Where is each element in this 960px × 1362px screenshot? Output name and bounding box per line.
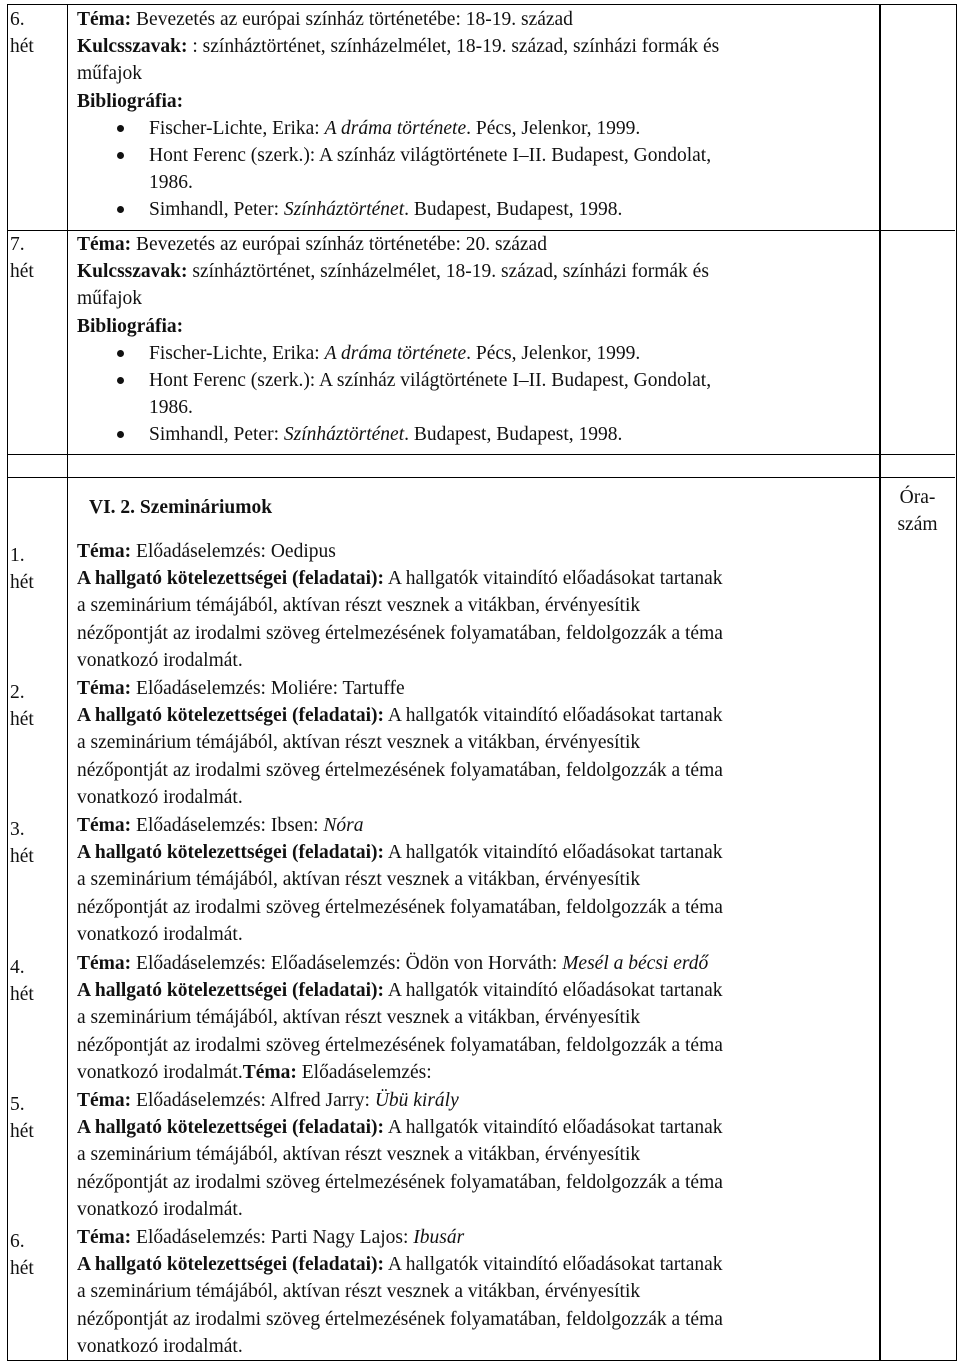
- bib-item: Hont Ferenc (szerk.): A színház világtörténete I–II. Budapest, Gondolat,: [77, 367, 872, 394]
- topic-label: Téma:: [77, 9, 132, 30]
- section-divider: [7, 477, 955, 478]
- seminar-week: Téma: Előadáselemzés: Parti Nagy Lajos: Ibusár A hallgató kötelezettségei (feladatai): A hallgatók vitaindító előadásokat tartanak a szeminárium témájából, aktívan részt vesznek a vitákban, érvényesítik nézőpontját az irodalmi szöveg értelmezésének folyamatában, feldolgozzák a téma vonatkozó irodalmát.: [77, 1227, 723, 1357]
- topic-label: Téma:: [77, 678, 132, 699]
- week-label: 5. hét: [10, 1094, 34, 1143]
- topic-text: Előadáselemzés: Moliére: Tartuffe: [136, 678, 405, 699]
- work-title: Mesél a bécsi erdő: [562, 953, 709, 974]
- week-label: 1. hét: [10, 545, 34, 594]
- duty-label: A hallgató kötelezettségei (feladatai):: [77, 705, 385, 727]
- keywords-label: Kulcsszavak:: [77, 261, 188, 283]
- bibliography-label: Bibliográfia:: [77, 90, 184, 112]
- section-title: VI. 2. Szemináriumok: [89, 497, 273, 518]
- section-divider: [7, 454, 955, 455]
- topic-label: Téma:: [77, 234, 132, 255]
- bib-item: Simhandl, Peter: Színháztörténet. Budapest, Budapest, 1998.: [77, 421, 872, 448]
- lecture-week-7: Téma: Bevezetés az európai színház történetébe: 20. század Kulcsszavak: színháztörténet, színházelmélet, 18-19. század, színházi formák és műfajok Bibliográfia: Fischer-Lichte, Erika: A dráma története. Pécs, Jelenkor, 1999. Hont Ferenc (szerk.): A színház világtörténete I–II. Budapest, Gondolat, 1986. Simhandl, Peter: Színháztörténet. Budapest, Budapest, 1998.: [77, 231, 872, 449]
- topic-text: Bevezetés az európai színház történetébe: 18-19. század: [136, 9, 573, 30]
- bib-item: Fischer-Lichte, Erika: A dráma története. Pécs, Jelenkor, 1999.: [77, 115, 872, 142]
- keywords-text: színháztörténet, színházelmélet, 18-19. század, színházi formák és: [192, 261, 709, 283]
- bib-item: Fischer-Lichte, Erika: A dráma története. Pécs, Jelenkor, 1999.: [77, 340, 872, 367]
- week-label: 6. hét: [10, 9, 34, 58]
- topic-label: Téma:: [77, 953, 132, 974]
- duty-label: A hallgató kötelezettségei (feladatai):: [77, 842, 385, 864]
- hours-header: Óra- szám: [897, 487, 938, 535]
- topic-label: Téma:: [77, 815, 132, 836]
- work-title: Übü király: [374, 1090, 459, 1111]
- topic-text: Bevezetés az európai színház történetébe: 20. század: [136, 234, 547, 255]
- topic-text: Előadáselemzés: Parti Nagy Lajos:: [136, 1227, 414, 1248]
- week-label: 4. hét: [10, 957, 34, 1006]
- seminar-week: Téma: Előadáselemzés: Alfred Jarry: Übü király A hallgató kötelezettségei (feladatai): A hallgatók vitaindító előadásokat tartanak a szeminárium témájából, aktívan részt vesznek a vitákban, érvényesítik nézőpontját az irodalmi szöveg értelmezésének folyamatában, feldolgozzák a téma vonatkozó irodalmát.: [77, 1090, 723, 1220]
- duty-label: A hallgató kötelezettségei (feladatai):: [77, 568, 385, 590]
- seminar-week: Téma: Előadáselemzés: Moliére: Tartuffe A hallgató kötelezettségei (feladatai): A hallgatók vitaindító előadásokat tartanak a szeminárium témájából, aktívan részt vesznek a vitákban, érvényesítik nézőpontját az irodalmi szöveg értelmezésének folyamatában, feldolgozzák a téma vonatkozó irodalmát.: [77, 678, 723, 808]
- bib-item: Simhandl, Peter: Színháztörténet. Budapest, Budapest, 1998.: [77, 196, 872, 223]
- bib-item: Hont Ferenc (szerk.): A színház világtörténete I–II. Budapest, Gondolat,: [77, 142, 872, 169]
- week-label: 3. hét: [10, 819, 34, 868]
- keywords-text-cont: műfajok: [77, 63, 142, 85]
- week-column-divider: [67, 4, 68, 1361]
- seminar-week: Téma: Előadáselemzés: Előadáselemzés: Ödön von Horváth: Mesél a bécsi erdő A hallgató kötelezettségei (feladatai): A hallgatók vitaindító előadásokat tartanak a szeminárium témájából, aktívan részt vesznek a vitákban, érvényesítik nézőpontját az irodalmi szöveg értelmezésének folyamatában, feldolgozzák a téma vonatkozó irodalmát.Téma: Előadáselemzés:: [77, 953, 723, 1083]
- work-title: Ibusár: [413, 1227, 465, 1248]
- topic-text: Előadáselemzés: Alfred Jarry:: [136, 1090, 375, 1111]
- bibliography-label: Bibliográfia:: [77, 315, 184, 337]
- keywords-text-cont: műfajok: [77, 288, 142, 310]
- seminar-week: Téma: Előadáselemzés: Oedipus A hallgató kötelezettségei (feladatai): A hallgatók vitaindító előadásokat tartanak a szeminárium témájából, aktívan részt vesznek a vitákban, érvényesítik nézőpontját az irodalmi szöveg értelmezésének folyamatában, feldolgozzák a téma vonatkozó irodalmát.: [77, 541, 723, 671]
- topic-text: Előadáselemzés: Ibsen:: [136, 815, 324, 836]
- work-title: Nóra: [323, 815, 364, 836]
- topic-label: Téma:: [77, 541, 132, 562]
- topic-text: Előadáselemzés: Oedipus: [136, 541, 336, 562]
- week-label: 6. hét: [10, 1231, 34, 1280]
- topic-label: Téma:: [77, 1227, 132, 1248]
- seminar-week: Téma: Előadáselemzés: Ibsen: Nóra A hallgató kötelezettségei (feladatai): A hallgatók vitaindító előadásokat tartanak a szeminárium témájából, aktívan részt vesznek a vitákban, érvényesítik nézőpontját az irodalmi szöveg értelmezésének folyamatában, feldolgozzák a téma vonatkozó irodalmát.: [77, 815, 723, 945]
- duty-label: A hallgató kötelezettségei (feladatai):: [77, 1117, 385, 1139]
- week-label: 7. hét: [10, 234, 34, 283]
- keywords-label: Kulcsszavak:: [77, 36, 188, 58]
- keywords-text: : színháztörténet, színházelmélet, 18-19. század, színházi formák és: [192, 36, 720, 58]
- lecture-week-6: Téma: Bevezetés az európai színház történetébe: 18-19. század Kulcsszavak: : színháztörténet, színházelmélet, 18-19. század, színházi formák és műfajok Bibliográfia: Fischer-Lichte, Erika: A dráma története. Pécs, Jelenkor, 1999. Hont Ferenc (szerk.): A színház világtörténete I–II. Budapest, Gondolat, 1986. Simhandl, Peter: Színháztörténet. Budapest, Budapest, 1998.: [77, 6, 872, 224]
- duty-label: A hallgató kötelezettségei (feladatai):: [77, 1254, 385, 1276]
- topic-label: Téma:: [77, 1090, 132, 1111]
- week-label: 2. hét: [10, 682, 34, 731]
- hours-column: [879, 4, 957, 1361]
- topic-text: Előadáselemzés: Előadáselemzés: Ödön von Horváth:: [136, 953, 563, 974]
- duty-label: A hallgató kötelezettségei (feladatai):: [77, 980, 385, 1002]
